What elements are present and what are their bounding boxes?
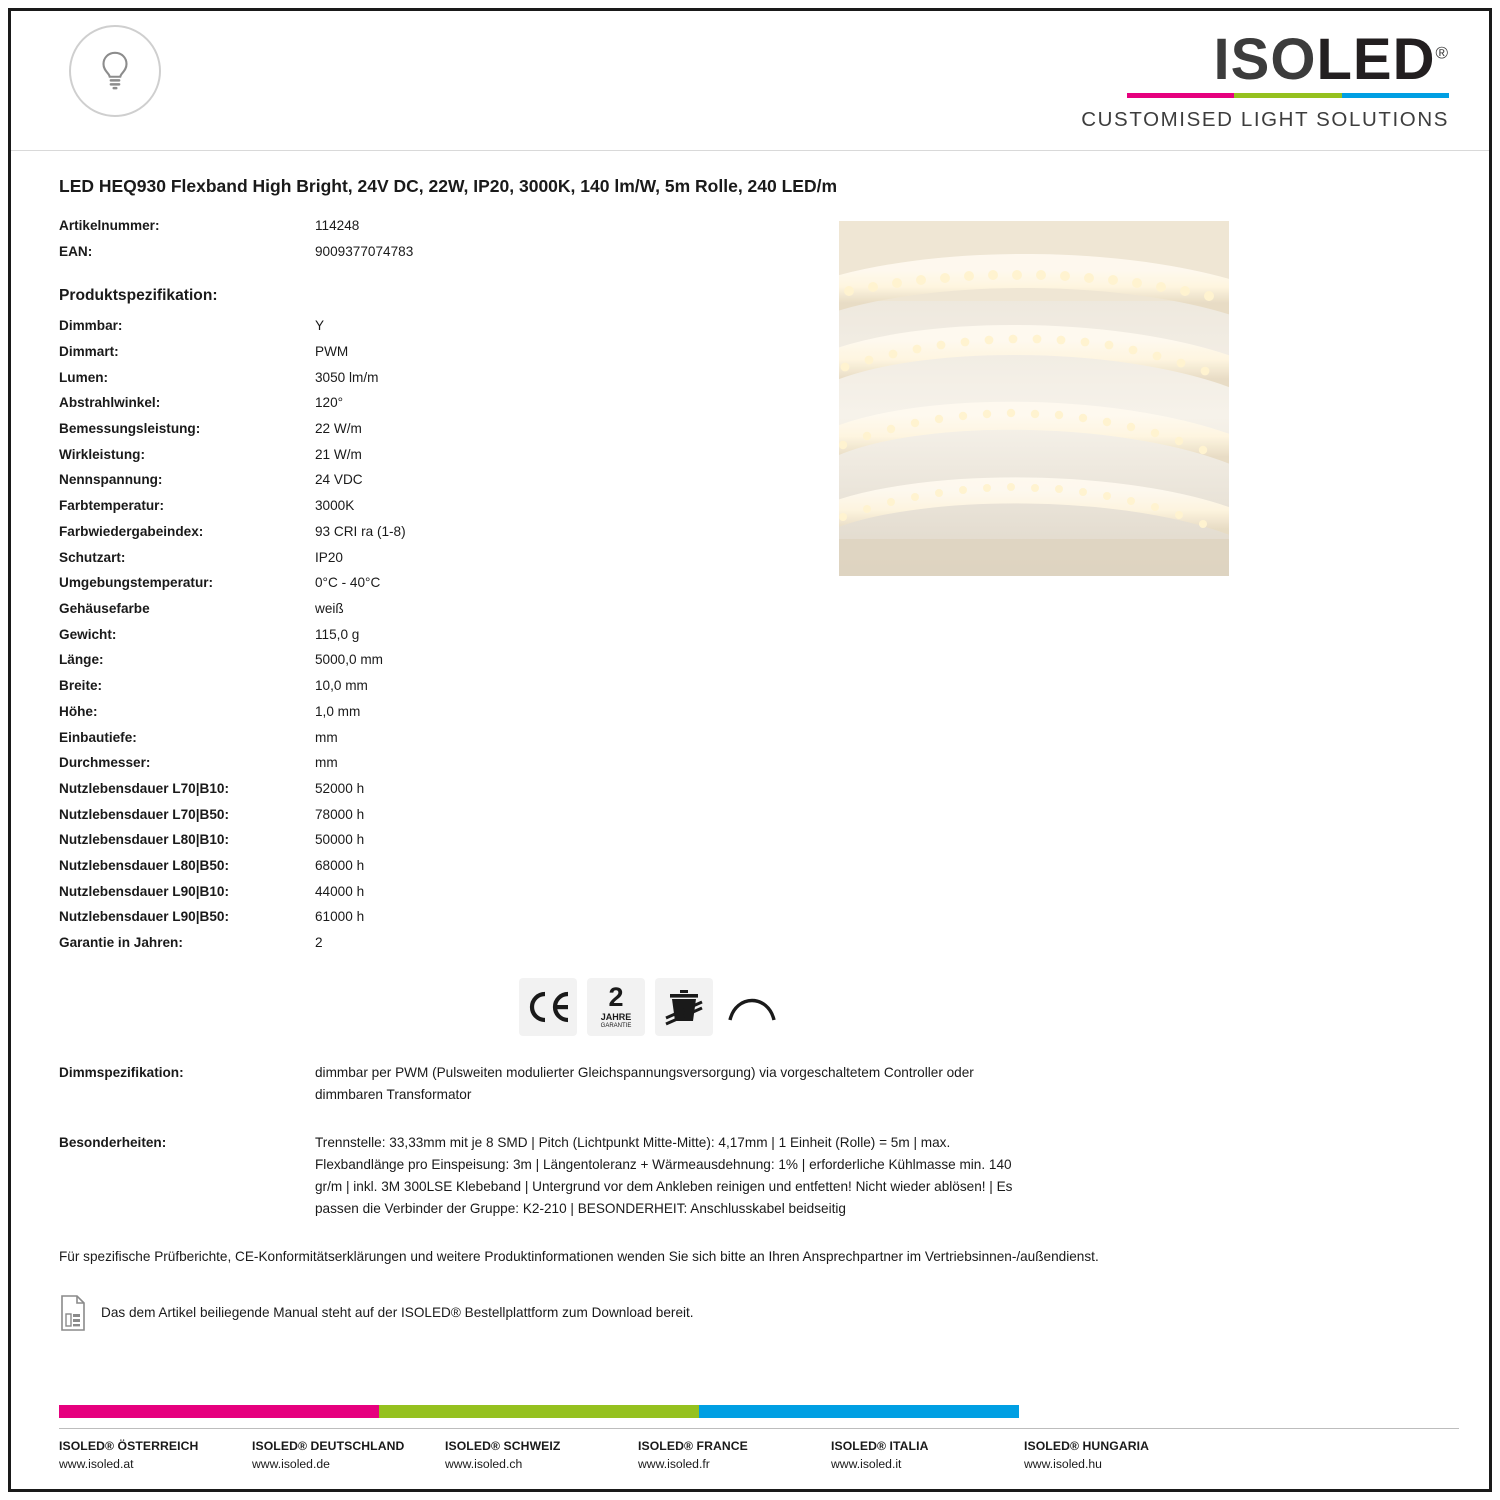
spec-row [59, 776, 829, 802]
warranty-line2: GARANTIE [600, 1023, 632, 1030]
spec-label: Farbtemperatur: [59, 498, 164, 514]
footer-country-name: ISOLED® FRANCE [638, 1439, 748, 1453]
spec-row [59, 904, 829, 930]
features-block [11, 1132, 1489, 1220]
spec-value: 52000 h [315, 780, 365, 796]
color-bar-green [379, 1405, 699, 1418]
spec-value: PWM [315, 343, 349, 359]
dimming-spec-value: dimmbar per PWM (Pulsweiten modulierter Gleichspannungsversorgung) via vorgeschaltetem Controller oder dimmbaren Transformator [315, 1064, 974, 1102]
footer-country-url[interactable]: www.isoled.at [59, 1457, 134, 1471]
content-body [11, 199, 1489, 956]
footer-country-it [831, 1439, 1024, 1471]
spec-value: 115,0 g [315, 626, 360, 642]
spec-row [59, 467, 829, 493]
weee-bin-icon [655, 978, 713, 1036]
spec-label: Schutzart: [59, 549, 126, 565]
spec-row [59, 313, 829, 339]
spec-row [59, 827, 829, 853]
spec-label: Lumen: [59, 369, 109, 385]
spec-label: Durchmesser: [59, 755, 151, 771]
spec-row [59, 853, 829, 879]
dimming-spec-block [11, 1062, 1489, 1106]
footer-country-url[interactable]: www.isoled.hu [1024, 1457, 1102, 1471]
certification-badges [519, 978, 1489, 1036]
footer-country-name: ISOLED® HUNGARIA [1024, 1439, 1150, 1453]
spec-label: Nutzlebensdauer L80|B50: [59, 858, 229, 874]
color-bar-magenta [59, 1405, 379, 1418]
brand-name-part2: LED [1316, 27, 1436, 92]
warranty-years-icon [587, 978, 645, 1036]
spec-row [59, 442, 829, 468]
spec-row [59, 390, 829, 416]
spec-label: Gewicht: [59, 626, 117, 642]
spec-label: Gehäusefarbe [59, 600, 150, 616]
spec-label: Höhe: [59, 703, 98, 719]
spec-row [59, 493, 829, 519]
spec-value: 120° [315, 395, 344, 411]
datasheet-sheet [8, 8, 1492, 1492]
spec-value: 68000 h [315, 858, 365, 874]
spec-label: Nennspannung: [59, 472, 163, 488]
brand-wordmark [1213, 27, 1449, 92]
right-column [829, 199, 1459, 956]
spec-value: 78000 h [315, 806, 365, 822]
brand-logo [1081, 25, 1449, 132]
article-number-value: 114248 [315, 218, 360, 234]
spec-label: Nutzlebensdauer L70|B10: [59, 780, 229, 796]
page-footer [11, 1405, 1489, 1489]
footer-color-bars [59, 1405, 1459, 1418]
spec-value: 22 W/m [315, 421, 362, 437]
spec-label: Wirkleistung: [59, 446, 145, 462]
spec-row [59, 545, 829, 571]
spec-row [59, 673, 829, 699]
dimmable-curve-icon [723, 978, 781, 1036]
spec-label: Farbwiedergabeindex: [59, 523, 204, 539]
spec-row [59, 930, 829, 956]
spec-row [59, 416, 829, 442]
spec-value: mm [315, 729, 338, 745]
footer-countries [59, 1428, 1459, 1471]
spec-label: Nutzlebensdauer L80|B10: [59, 832, 229, 848]
spec-label: Nutzlebensdauer L90|B10: [59, 883, 229, 899]
warranty-line1: JAHRE [600, 1012, 632, 1023]
spec-label: Nutzlebensdauer L90|B50: [59, 909, 229, 925]
spec-label: Garantie in Jahren: [59, 935, 183, 951]
warranty-number: 2 [608, 982, 624, 1013]
footer-country-url[interactable]: www.isoled.de [252, 1457, 330, 1471]
ean-label: EAN: [59, 244, 93, 260]
footer-country-url[interactable]: www.isoled.ch [445, 1457, 523, 1471]
spec-value: mm [315, 755, 338, 771]
identifier-row [59, 213, 829, 239]
footer-country-at [59, 1439, 252, 1471]
spec-row [59, 519, 829, 545]
spec-row [59, 596, 829, 622]
spec-label: Nutzlebensdauer L70|B50: [59, 806, 229, 822]
brand-name-part1: ISO [1213, 27, 1317, 92]
spec-label: Bemessungsleistung: [59, 421, 201, 437]
spec-label: Abstrahlwinkel: [59, 395, 161, 411]
footer-country-name: ISOLED® ITALIA [831, 1439, 929, 1453]
spec-row [59, 802, 829, 828]
spec-label: Dimmart: [59, 343, 119, 359]
spec-value: Y [315, 318, 325, 334]
spec-value: 2 [315, 935, 323, 951]
footer-country-name: ISOLED® ÖSTERREICH [59, 1439, 199, 1453]
spec-row [59, 365, 829, 391]
footer-country-de [252, 1439, 445, 1471]
footer-country-hu [1024, 1439, 1217, 1471]
brand-underline [1127, 93, 1449, 98]
spec-value: 5000,0 mm [315, 652, 384, 668]
spec-label: Dimmbar: [59, 318, 123, 334]
spec-value: 93 CRI ra (1-8) [315, 523, 406, 539]
footer-country-url[interactable]: www.isoled.fr [638, 1457, 710, 1471]
footer-country-fr [638, 1439, 831, 1471]
article-number-label: Artikelnummer: [59, 218, 160, 234]
brand-tagline: CUSTOMISED LIGHT SOLUTIONS [1081, 108, 1449, 131]
spec-value: 24 VDC [315, 472, 363, 488]
color-bar-blue [699, 1405, 1019, 1418]
ean-value: 9009377074783 [315, 244, 414, 260]
spec-value: 0°C - 40°C [315, 575, 381, 591]
spec-row [59, 647, 829, 673]
spec-row [59, 879, 829, 905]
page-title: LED HEQ930 Flexband High Bright, 24V DC, 22W, IP20, 3000K, 140 lm/W, 5m Rolle, 240 LED/m [59, 176, 838, 196]
spec-row [59, 699, 829, 725]
footer-country-name: ISOLED® SCHWEIZ [445, 1439, 561, 1453]
document-download-icon [59, 1294, 87, 1332]
dimming-spec-label: Dimmspezifikation: [59, 1064, 184, 1080]
spec-value: 50000 h [315, 832, 365, 848]
left-column [59, 199, 829, 956]
footer-country-ch [445, 1439, 638, 1471]
spec-row [59, 339, 829, 365]
spec-row [59, 725, 829, 751]
spec-label: Länge: [59, 652, 104, 668]
spec-label: Breite: [59, 678, 103, 694]
features-label: Besonderheiten: [59, 1134, 167, 1150]
spec-label: Umgebungstemperatur: [59, 575, 214, 591]
spec-value: IP20 [315, 549, 343, 565]
manual-download-text: Das dem Artikel beiliegende Manual steht auf der ISOLED® Bestellplattform zum Download bereit. [101, 1305, 694, 1321]
lightbulb-icon [69, 25, 161, 117]
spec-value: weiß [315, 600, 344, 616]
page-header [11, 11, 1489, 151]
spec-value: 10,0 mm [315, 678, 368, 694]
manual-download-row [11, 1294, 1489, 1332]
identifier-row [59, 239, 829, 265]
spec-value: 1,0 mm [315, 703, 361, 719]
spec-row [59, 622, 829, 648]
spec-value: 3050 lm/m [315, 369, 379, 385]
brand-registered-mark: ® [1435, 43, 1449, 63]
spec-value: 44000 h [315, 883, 365, 899]
spec-label: Einbautiefe: [59, 729, 137, 745]
footer-country-name: ISOLED® DEUTSCHLAND [252, 1439, 405, 1453]
ce-mark-icon [519, 978, 577, 1036]
spec-section-heading: Produktspezifikation: [59, 287, 218, 305]
contact-note: Für spezifische Prüfberichte, CE-Konformitätserklärungen und weitere Produktinformationen wenden Sie sich bitte an Ihren Ansprechpartner im Vertriebsinnen-/außendienst. [59, 1248, 1099, 1264]
spec-value: 3000K [315, 498, 355, 514]
spec-value: 21 W/m [315, 446, 362, 462]
spec-row [59, 750, 829, 776]
spec-row [59, 570, 829, 596]
spec-value: 61000 h [315, 909, 365, 925]
footer-country-url[interactable]: www.isoled.it [831, 1457, 902, 1471]
led-strip-reel-photo [839, 221, 1229, 576]
features-value: Trennstelle: 33,33mm mit je 8 SMD | Pitch (Lichtpunkt Mitte-Mitte): 4,17mm | 1 Einheit (Rolle) = 5m | max. Flexbandlänge pro Einspeisung: 3m | Längentoleranz + Wärmeausdehnung: 1% | erforderliche Kühlmasse min. 140 gr/m | inkl. 3M 300LSE Klebeband | Untergrund vor dem Ankleben reinigen und entfetten! Nicht wieder ablösen! | Es passen die Verbinder der Gruppe: K2-210 | BESONDERHEIT: Anschlusskabel beidseitig [315, 1134, 1013, 1216]
